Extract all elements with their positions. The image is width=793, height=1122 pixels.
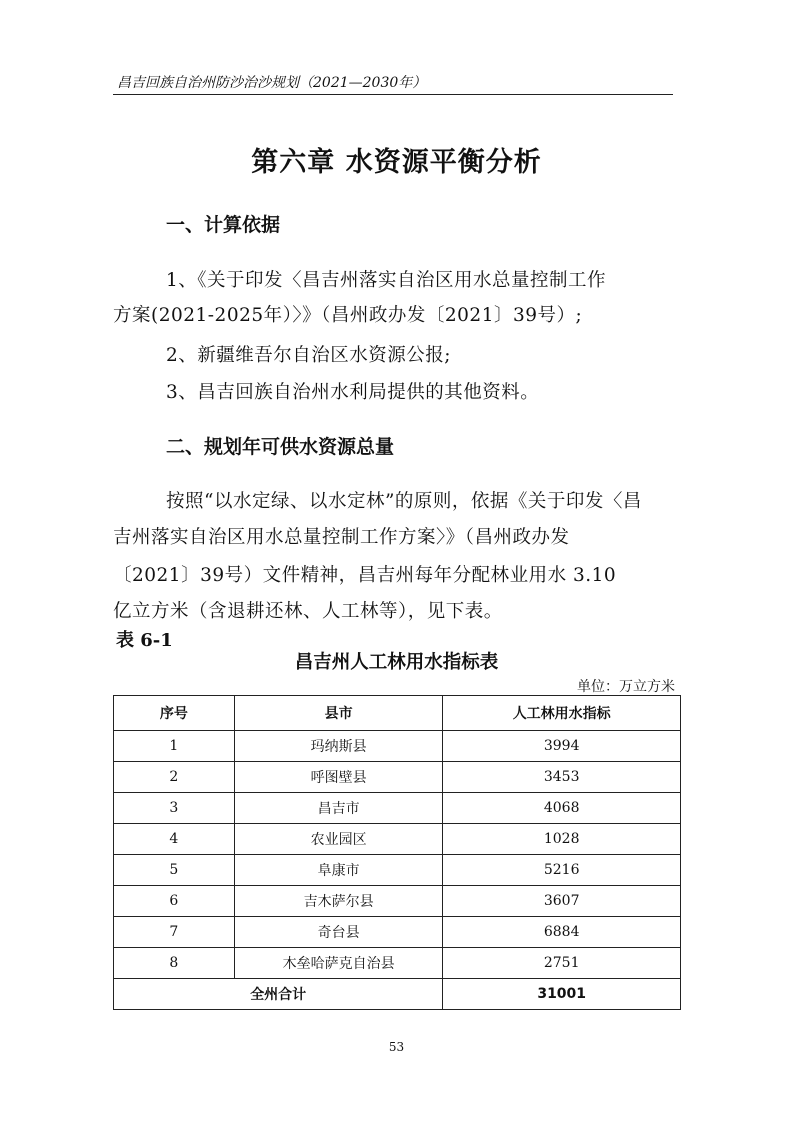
basis-item-2: 2、新疆维吾尔自治区水资源公报; [166, 345, 452, 366]
section-heading-basis: 一、计算依据 [166, 214, 281, 236]
basis-item-1-line-2: 方案(2021-2025年）〉》（昌州政办发〔2021〕39号）; [113, 305, 583, 326]
total-value: 31001 [443, 979, 681, 1010]
table-total-row [114, 979, 681, 1010]
cell-county: 农业园区 [234, 824, 443, 855]
header-quota: 人工林用水指标 [443, 696, 681, 731]
basis-item-3: 3、昌吉回族自治州水利局提供的其他资料。 [166, 382, 540, 403]
cell-quota: 3453 [443, 762, 681, 793]
chapter-title: 第六章 水资源平衡分析 [251, 147, 542, 178]
cell-county: 昌吉市 [234, 793, 443, 824]
cell-index: 5 [114, 855, 235, 886]
cell-county: 木垒哈萨克自治县 [234, 948, 443, 979]
cell-index: 2 [114, 762, 235, 793]
cell-county: 阜康市 [234, 855, 443, 886]
table-row [114, 917, 681, 948]
page-header-text: 昌吉回族自治州防沙治沙规划（2021—2030年） [117, 75, 427, 91]
cell-index: 3 [114, 793, 235, 824]
cell-quota: 5216 [443, 855, 681, 886]
page-number: 53 [388, 1040, 405, 1054]
section-heading-water-supply: 二、规划年可供水资源总量 [166, 436, 395, 458]
table-label: 表 6-1 [116, 630, 173, 651]
cell-quota: 3607 [443, 886, 681, 917]
cell-quota: 6884 [443, 917, 681, 948]
table-row [114, 948, 681, 979]
water-quota-table [113, 695, 681, 1010]
cell-index: 8 [114, 948, 235, 979]
table-row [114, 762, 681, 793]
cell-county: 玛纳斯县 [234, 731, 443, 762]
table-unit: 单位：万立方米 [577, 679, 675, 695]
table-title: 昌吉州人工林用水指标表 [294, 652, 499, 673]
total-label: 全州合计 [114, 979, 443, 1010]
cell-index: 6 [114, 886, 235, 917]
cell-county: 吉木萨尔县 [234, 886, 443, 917]
supply-paragraph-line-3: 〔2021〕39号）文件精神，昌吉州每年分配林业用水 3.10 [113, 565, 617, 586]
cell-quota: 4068 [443, 793, 681, 824]
cell-county: 呼图壁县 [234, 762, 443, 793]
cell-quota: 3994 [443, 731, 681, 762]
table-row [114, 855, 681, 886]
supply-paragraph-line-2: 吉州落实自治区用水总量控制工作方案〉》（昌州政办发 [113, 527, 570, 548]
table-row [114, 886, 681, 917]
supply-paragraph-line-4: 亿立方米（含退耕还林、人工林等），见下表。 [113, 601, 503, 622]
cell-quota: 2751 [443, 948, 681, 979]
page-header [113, 70, 673, 95]
cell-index: 7 [114, 917, 235, 948]
header-county: 县市 [234, 696, 443, 731]
table-row [114, 793, 681, 824]
supply-paragraph-line-1: 按照“以水定绿、以水定林”的原则，依据《关于印发〈昌 [166, 491, 642, 512]
cell-quota: 1028 [443, 824, 681, 855]
header-index: 序号 [114, 696, 235, 731]
cell-index: 1 [114, 731, 235, 762]
table-header-row [114, 696, 681, 731]
cell-county: 奇台县 [234, 917, 443, 948]
cell-index: 4 [114, 824, 235, 855]
table-row [114, 731, 681, 762]
basis-item-1-line-1: 1、《关于印发〈昌吉州落实自治区用水总量控制工作 [166, 270, 607, 291]
table-row [114, 824, 681, 855]
